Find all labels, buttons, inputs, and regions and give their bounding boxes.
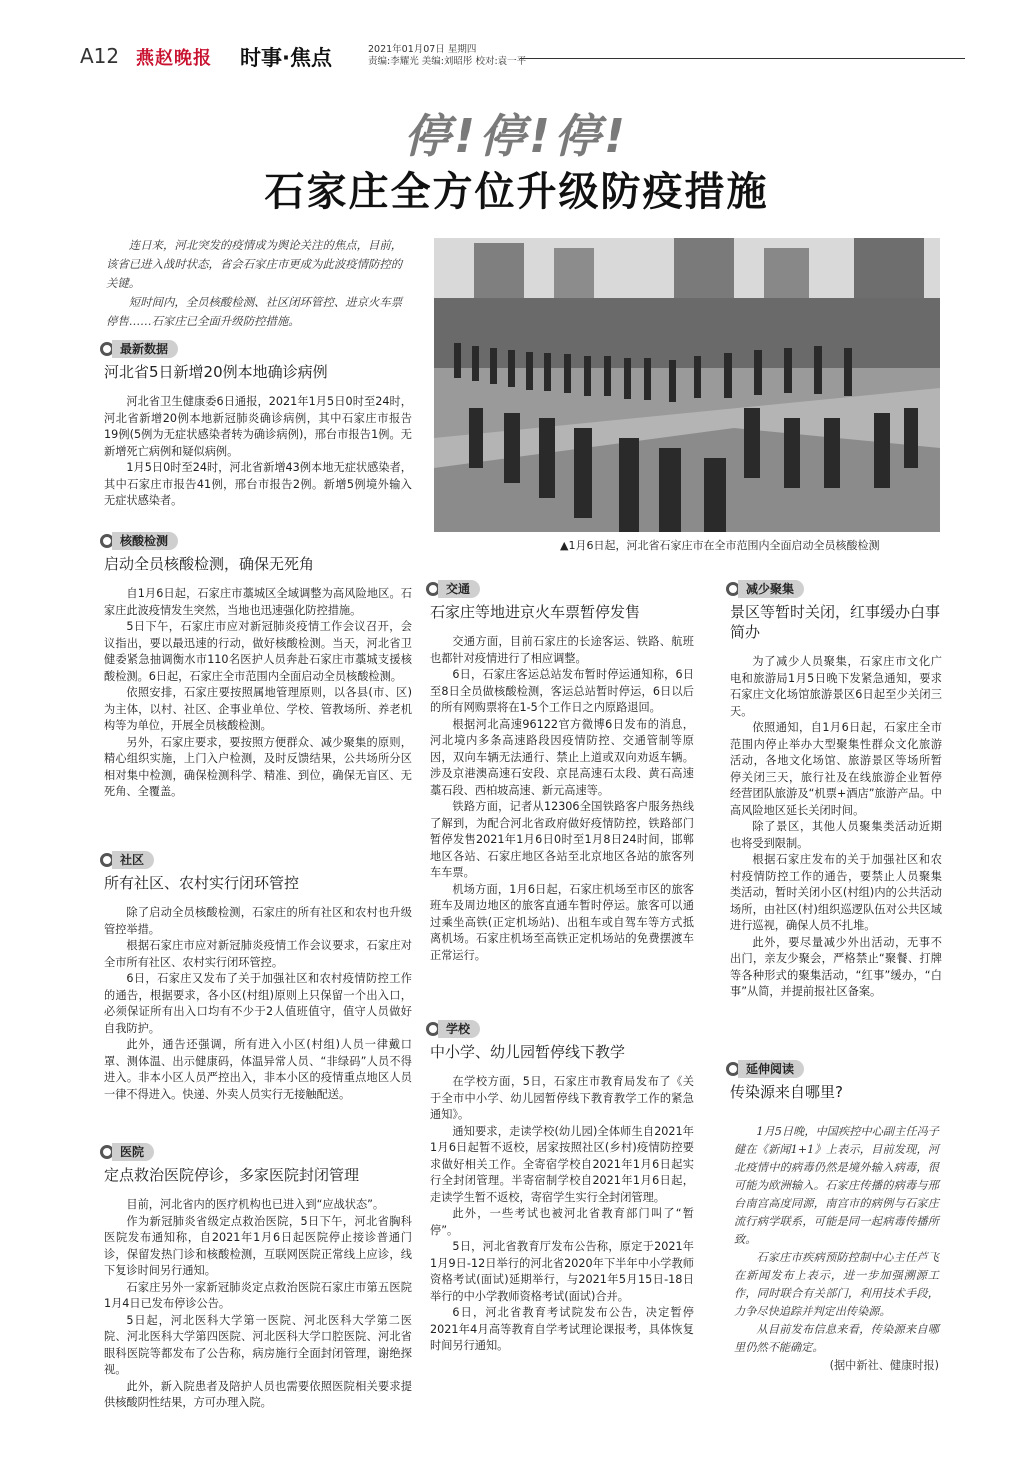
section-body — [104, 1197, 412, 1412]
section-tag — [430, 1020, 694, 1038]
section-subheading: 定点救治医院停诊，多家医院封闭管理 — [104, 1166, 360, 1184]
tag-label: 核酸检测 — [112, 532, 178, 550]
section-title: 时事·焦点 — [240, 46, 332, 70]
newspaper-logo: 燕赵晚报 — [136, 48, 212, 69]
paragraph: 5日，河北省教育厅发布公告称，原定于2021年1月9日-12日举行的河北省2020年下半年中小学教师资格考试(面试)延期举行，与2021年5月15日-18日举行的中小学教师资格考试(面试)合并。 — [430, 1240, 694, 1303]
tag-label: 延伸阅读 — [738, 1060, 804, 1078]
paragraph: 通知要求，走读学校(幼儿园)全体师生自2021年1月6日起暂不返校，居家按照社区(乡村)疫情防控要求做好相关工作。全寄宿学校自2021年1月6日起实行全封闭管理。半寄宿制学校自2021年1月6日起，走读学生暂不返校，寄宿学生实行全封闭管理。 — [430, 1124, 694, 1204]
section-community — [104, 851, 412, 1103]
paragraph: 依照安排，石家庄要按照属地管理原则，以各县(市、区)为主体，以村、社区、企事业单位、学校、管教场所、养老机构等为单位，开展全员核酸检测。 — [104, 686, 412, 732]
paragraph: 从目前发布信息来看，传染源来自哪里仍然不能确定。 — [734, 1323, 939, 1354]
extended-reading-body — [734, 1123, 939, 1375]
section-tag — [104, 851, 412, 869]
photo-illustration — [434, 238, 940, 532]
paragraph: 此外，新入院患者及陪护人员也需要依照医院相关要求提供核酸阴性结果，方可办理入院。 — [104, 1379, 412, 1409]
tag-label: 学校 — [438, 1020, 480, 1038]
section-tag — [104, 532, 412, 550]
headline-kicker: 停!停!停! — [404, 109, 629, 163]
section-body — [104, 586, 412, 801]
paragraph: 6日，河北省教育考试院发布公告，决定暂停2021年4月高等教育自学考试理论课报考，具体恢复时间另行通知。 — [430, 1306, 694, 1352]
source-credit: (据中新社、健康时报) — [829, 1359, 939, 1372]
paragraph: 作为新冠肺炎省级定点救治医院，5日下午，河北省胸科医院发布通知称，自2021年1月6日起医院停止接诊普通门诊，保留发热门诊和核酸检测，互联网医院正常线上应诊，线下复诊时间另行通知。 — [104, 1214, 412, 1277]
section-nucleic-testing — [104, 532, 412, 801]
paragraph: 1月5日0时至24时，河北省新增43例本地无症状感染者，其中石家庄市报告41例，邢台市报告2例。新增5例境外输入无症状感染者。 — [104, 461, 412, 507]
section-body — [104, 905, 412, 1103]
page-number: A12 — [80, 44, 120, 68]
section-subheading: 景区等暂时关闭，红事缓办白事简办 — [730, 603, 941, 641]
section-tag — [730, 580, 942, 598]
paragraph: 另外，石家庄要求，要按照方便群众、减少聚集的原则，精心组织实施，上门入户检测，及时反馈结果，公共场所分区相对集中检测，确保检测科学、精准、到位，确保无盲区、无死角、全覆盖。 — [104, 735, 412, 798]
section-extended-reading — [730, 1060, 942, 1102]
photo-caption: ▲1月6日起，河北省石家庄市在全市范围内全面启动全员核酸检测 — [560, 539, 880, 552]
intro-paragraph: 短时间内，全员核酸检测、社区闭环管控、进京火车票停售……石家庄已全面升级防控措施。 — [106, 295, 403, 328]
paragraph: 此外，要尽量减少外出活动，无事不出门，亲友少聚会，严格禁止“聚餐、打牌等各种形式的聚集活动，“红事”缓办，“白事”从简，并提前报社区备案。 — [730, 935, 942, 998]
paragraph: 自1月6日起，石家庄市藁城区全域调整为高风险地区。石家庄此波疫情发生突然，当地也迅速强化防控措施。 — [104, 587, 412, 617]
paragraph: 机场方面，1月6日起，石家庄机场至市区的旅客班车及周边地区的旅客直通车暂时停运。旅客可以通过乘坐高铁(正定机场站)、出租车或自驾车等方式抵离机场。石家庄机场至高铁正定机场站的免费摆渡车正常运行。 — [430, 882, 694, 962]
section-subheading: 所有社区、农村实行闭环管控 — [104, 874, 300, 892]
paragraph: 除了景区，其他人员聚集类活动近期也将受到限制。 — [730, 820, 942, 850]
section-subheading: 启动全员核酸检测，确保无死角 — [104, 555, 315, 573]
paragraph: 此外，通告还强调，所有进入小区(村组)人员一律戴口罩、测体温、出示健康码，体温异常人员、“非绿码”人员不得进入。非本小区人员严控出入，非本小区的疫情重点地区人员一律不得进入。快递、外卖人员实行无接触配送。 — [104, 1038, 412, 1101]
intro-paragraph: 连日来，河北突发的疫情成为舆论关注的焦点，目前，该省已进入战时状态，省会石家庄市更成为此波疫情防控的关键。 — [106, 238, 403, 290]
section-body — [430, 1074, 694, 1355]
paragraph: 为了减少人员聚集，石家庄市文化广电和旅游局1月5日晚下发紧急通知，要求石家庄文化场馆旅游景区6日起至少关闭三天。 — [730, 655, 942, 718]
section-body — [730, 654, 942, 1001]
intro-lead — [106, 236, 411, 331]
issue-meta — [368, 44, 526, 68]
page-header — [80, 40, 965, 76]
section-subheading: 传染源来自哪里? — [730, 1083, 843, 1101]
paragraph: 5日下午，石家庄市应对新冠肺炎疫情工作会议召开，会议指出，要以最迅速的行动，做好核酸检测。当天，河北省卫健委紧急抽调衡水市110名医护人员奔赴石家庄市藁城支援核酸检测。6日起，石家庄全市范围内全面启动全员核酸检测。 — [104, 620, 412, 683]
section-tag — [430, 580, 694, 598]
paragraph: 在学校方面，5日，石家庄市教育局发布了《关于全市中小学、幼儿园暂停线下教育教学工作的紧急通知》。 — [430, 1075, 694, 1121]
paragraph: 石家庄另外一家新冠肺炎定点救治医院石家庄市第五医院1月4日已发布停诊公告。 — [104, 1280, 412, 1310]
main-headline: 石家庄全方位升级防疫措施 — [264, 169, 769, 215]
section-reduce-gathering — [730, 580, 942, 1001]
paragraph: 除了启动全员核酸检测，石家庄的所有社区和农村也升级管控举措。 — [104, 906, 412, 936]
paragraph: 交通方面，目前石家庄的长途客运、铁路、航班也都针对疫情进行了相应调整。 — [430, 635, 694, 665]
section-tag — [730, 1060, 942, 1078]
tag-label: 社区 — [112, 851, 154, 869]
section-body — [104, 394, 412, 510]
tag-label: 最新数据 — [112, 340, 178, 358]
paragraph: 根据石家庄发布的关于加强社区和农村疫情防控工作的通告，要禁止人员聚集类活动，暂时关闭小区(村组)内的公共活动场所，由社区(村)组织巡逻队伍对公共区域进行巡视，确保人员不扎堆。 — [730, 853, 942, 932]
section-subheading: 中小学、幼儿园暂停线下教学 — [430, 1043, 626, 1061]
section-school — [430, 1020, 694, 1355]
header-rule — [520, 58, 965, 59]
tag-label: 减少聚集 — [738, 580, 804, 598]
paragraph: 根据石家庄市应对新冠肺炎疫情工作会议要求，石家庄对全市所有社区、农村实行闭环管控。 — [104, 939, 412, 969]
paragraph: 1月5日晚，中国疾控中心副主任冯子健在《新闻1+1》上表示，目前发现，河北疫情中的病毒仍然是境外输入病毒，很可能为欧洲输入。石家庄传播的病毒与邢台南宫高度同源，南宫市的病例与石家庄流行病学联系，可能是同一起病毒传播所致。 — [734, 1125, 939, 1246]
section-transport — [430, 580, 694, 964]
tag-label: 交通 — [438, 580, 480, 598]
paragraph: 目前，河北省内的医疗机构也已进入到“应战状态”。 — [126, 1198, 385, 1211]
section-tag — [104, 340, 412, 358]
paragraph: 铁路方面，记者从12306全国铁路客户服务热线了解到，为配合河北省政府做好疫情防控，铁路部门暂停发售2021年1月6日0时至1月8日24时间，邯郸地区各站、石家庄地区各站至北京地区各站的旅客列车车票。 — [430, 800, 694, 879]
paragraph: 石家庄市疾病预防控制中心主任芦飞在新闻发布上表示，进一步加强溯源工作，同时联合有关部门，利用技术手段，力争尽快追踪并判定出传染源。 — [734, 1251, 939, 1318]
paragraph: 根据河北高速96122官方微博6日发布的消息，河北境内多条高速路段因疫情防控、交通管制等原因，双向车辆无法通行、禁止上道或双向劝返车辆。涉及京港澳高速石安段、京昆高速石太段、黄石高速藁石段、西柏坡高速、新元高速等。 — [430, 717, 694, 797]
paragraph: 6日，石家庄客运总站发布暂时停运通知称，6日至8日全员做核酸检测，客运总站暂时停运，6日以后的所有网购票将在1-5个工作日之内原路退回。 — [430, 668, 694, 714]
paragraph: 此外，一些考试也被河北省教育部门叫了“暂停”。 — [430, 1207, 694, 1237]
section-tag — [104, 1143, 412, 1161]
paragraph: 河北省卫生健康委6日通报，2021年1月5日0时至24时，河北省新增20例本地新冠肺炎确诊病例，其中石家庄市报告19例(5例为无症状感染者转为确诊病例)，邢台市报告1例。无新增死亡病例和疑似病例。 — [104, 395, 412, 458]
issue-editors: 责编:李耀光 美编:刘昭彤 校对:袁一平 — [368, 56, 527, 67]
section-body — [430, 634, 694, 964]
section-latest-data — [104, 340, 412, 510]
issue-date: 2021年01月07日 星期四 — [368, 44, 477, 55]
section-hospital — [104, 1143, 412, 1412]
section-subheading: 石家庄等地进京火车票暂停发售 — [430, 603, 641, 621]
news-photo — [434, 238, 940, 532]
paragraph: 5日起，河北医科大学第一医院、河北医科大学第二医院、河北医科大学第四医院、河北医科大学口腔医院、河北省眼科医院等都发布了公告称，病房施行全面封闭管理，谢绝探视。 — [104, 1313, 412, 1376]
section-subheading: 河北省5日新增20例本地确诊病例 — [104, 363, 328, 381]
paragraph: 6日，石家庄又发布了关于加强社区和农村疫情防控工作的通告，根据要求，各小区(村组)原则上只保留一个出入口，必须保证所有出入口均有不少于2人值班值守，值守人员做好自我防护。 — [104, 972, 412, 1035]
paragraph: 依照通知，自1月6日起，石家庄全市范围内停止举办大型聚集性群众文化旅游活动，各地文化场馆、旅游景区等场所暂停关闭三天，旅行社及在线旅游企业暂停经营团队旅游及“机票+酒店”旅游产品。中高风险地区延长关闭时间。 — [730, 721, 942, 817]
tag-label: 医院 — [112, 1143, 154, 1161]
